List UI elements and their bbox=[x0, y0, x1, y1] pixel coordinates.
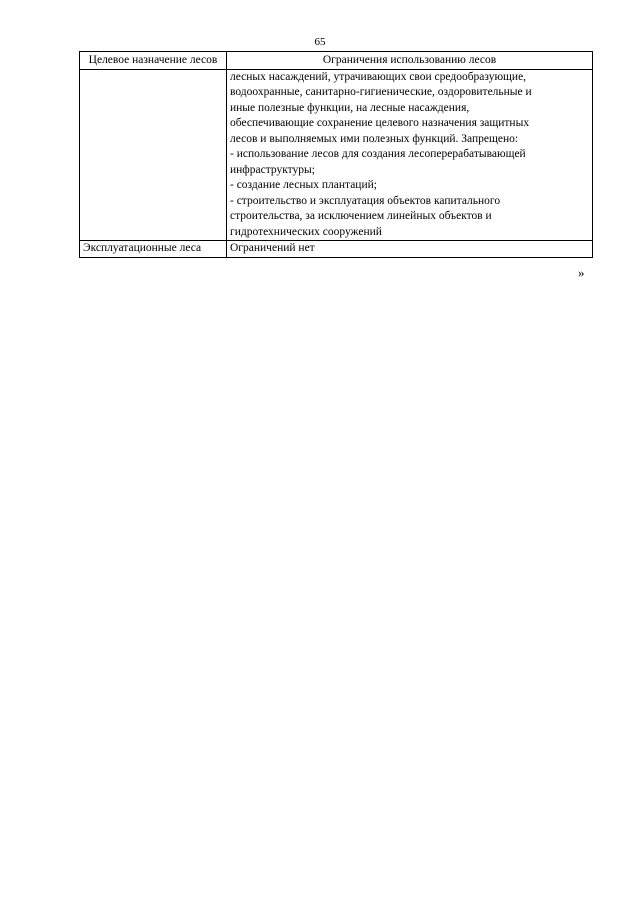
restriction-text-line: лесных насаждений, утрачивающих свои средообразующие, bbox=[230, 70, 527, 83]
restriction-text-line: обеспечивающие сохранение целевого назначения защитных bbox=[230, 117, 530, 129]
closing-quote: » bbox=[578, 265, 585, 280]
restriction-text-line: строительства, за исключением линейных объектов и bbox=[230, 210, 492, 222]
cell-usage-restrictions: Ограничений нет bbox=[227, 241, 593, 258]
table-header-row bbox=[80, 52, 593, 70]
cell-forest-purpose bbox=[80, 69, 227, 241]
table-row bbox=[80, 241, 593, 258]
restriction-text-line: иные полезные функции, на лесные насаждения, bbox=[230, 101, 470, 114]
restriction-text-line: лесов и выполняемых ими полезных функций. Запрещено: bbox=[230, 132, 519, 145]
restriction-text-line: - создание лесных плантаций; bbox=[230, 179, 377, 191]
forest-restrictions-table bbox=[79, 51, 593, 258]
table-row bbox=[80, 69, 593, 241]
restriction-text-line: - использование лесов для создания лесоперерабатывающей bbox=[230, 148, 526, 160]
page-number: 65 bbox=[314, 36, 326, 48]
restriction-text-line: гидротехнических сооружений bbox=[230, 225, 382, 238]
header-usage-restrictions: Ограничения использованию лесов bbox=[227, 52, 593, 70]
cell-forest-purpose: Эксплуатационные леса bbox=[80, 241, 227, 258]
restriction-text-line: водоохранные, санитарно-гигиенические, оздоровительные и bbox=[230, 86, 532, 98]
cell-usage-restrictions bbox=[227, 69, 593, 241]
header-forest-purpose: Целевое назначение лесов bbox=[80, 52, 227, 70]
restriction-text-line: - строительство и эксплуатация объектов капитального bbox=[230, 194, 501, 207]
restriction-text-line: инфраструктуры; bbox=[230, 163, 315, 176]
